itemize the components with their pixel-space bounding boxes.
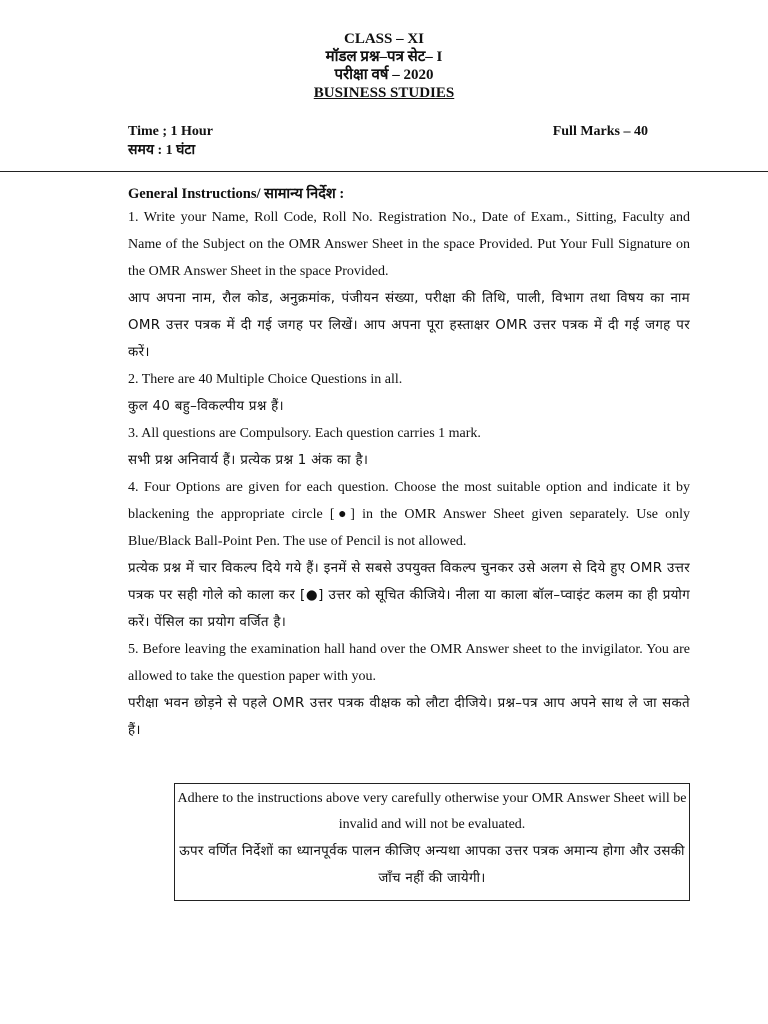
notice-hindi: ऊपर वर्णित निर्देशों का ध्यानपूर्वक पालन कीजिए अन्यथा आपका उत्तर पत्रक अमान्य होगा और उसकी जाँच नहीं की जायेगी। xyxy=(179,844,685,886)
instructions-section xyxy=(128,184,690,744)
time-block xyxy=(128,122,213,160)
instruction-2-english: 2. There are 40 Multiple Choice Questions in all. xyxy=(128,372,403,387)
warning-notice-box xyxy=(174,783,690,901)
class-label: CLASS – XI xyxy=(343,31,425,47)
instruction-5-hindi: परीक्षा भवन छोड़ने से पहले OMR उत्तर पत्रक वीक्षक को लौटा दीजिये। प्रश्न–पत्र आप अपने साथ ले जा सकते हैं। xyxy=(128,696,690,738)
exam-info-row xyxy=(128,122,648,162)
subject-title: BUSINESS STUDIES xyxy=(313,85,455,101)
instruction-4-hindi: प्रत्येक प्रश्न में चार विकल्प दिये गये हैं। इनमें से सबसे उपयुक्त विकल्प चुनकर उसे अलग से दिये हुए OMR उत्तर पत्रक पर सही गोले को काला कर [●] उत्तर को सूचित कीजिये। नीला या काला बॉल–प्वाइंट कलम का ही प्रयोग करें। पेंसिल का प्रयोग वर्जित है। xyxy=(128,561,690,630)
instruction-2-hindi: कुल 40 बहु–विकल्पीय प्रश्न हैं। xyxy=(128,399,284,414)
exam-year-label: परीक्षा वर्ष – 2020 xyxy=(334,67,434,83)
model-set-label: मॉडल प्रश्न–पत्र सेट– I xyxy=(325,49,443,65)
instruction-3-hindi: सभी प्रश्न अनिवार्य हैं। प्रत्येक प्रश्न 1 अंक का है। xyxy=(128,453,369,468)
instructions-heading: General Instructions/ सामान्य निर्देश : xyxy=(128,186,345,202)
instruction-1-english: 1. Write your Name, Roll Code, Roll No. Registration No., Date of Exam., Sitting, Faculty and Name of the Subject on the OMR Answer Sheet in the space Provided. Put Your Full Signature on the OMR Answer Sheet in the space Provided. xyxy=(128,210,690,279)
instruction-4-english: 4. Four Options are given for each question. Choose the most suitable option and indicate it by blackening the appropriate circle [●] in the OMR Answer Sheet given separately. Use only Blue/Black Ball-Point Pen. The use of Pencil is not allowed. xyxy=(128,480,690,549)
notice-english: Adhere to the instructions above very carefully otherwise your OMR Answer Sheet will be invalid and will not be evaluated. xyxy=(177,791,687,832)
time-english: Time ; 1 Hour xyxy=(128,124,213,139)
instruction-1-hindi: आप अपना नाम, रौल कोड, अनुक्रमांक, पंजीयन संख्या, परीक्षा की तिथि, पाली, विभाग तथा विषय का नाम OMR उत्तर पत्रक में दी गई जगह पर लिखें। आप अपना पूरा हस्ताक्षर OMR उत्तर पत्रक में दी गई जगह पर करें। xyxy=(128,291,690,360)
instruction-5-english: 5. Before leaving the examination hall hand over the OMR Answer sheet to the invigilator. You are allowed to take the question paper with you. xyxy=(128,642,690,684)
paper-header xyxy=(0,30,768,102)
full-marks: Full Marks – 40 xyxy=(552,124,648,139)
instruction-3-english: 3. All questions are Compulsory. Each question carries 1 mark. xyxy=(128,426,481,441)
time-hindi: समय : 1 घंटा xyxy=(128,143,196,158)
horizontal-divider xyxy=(0,171,768,172)
